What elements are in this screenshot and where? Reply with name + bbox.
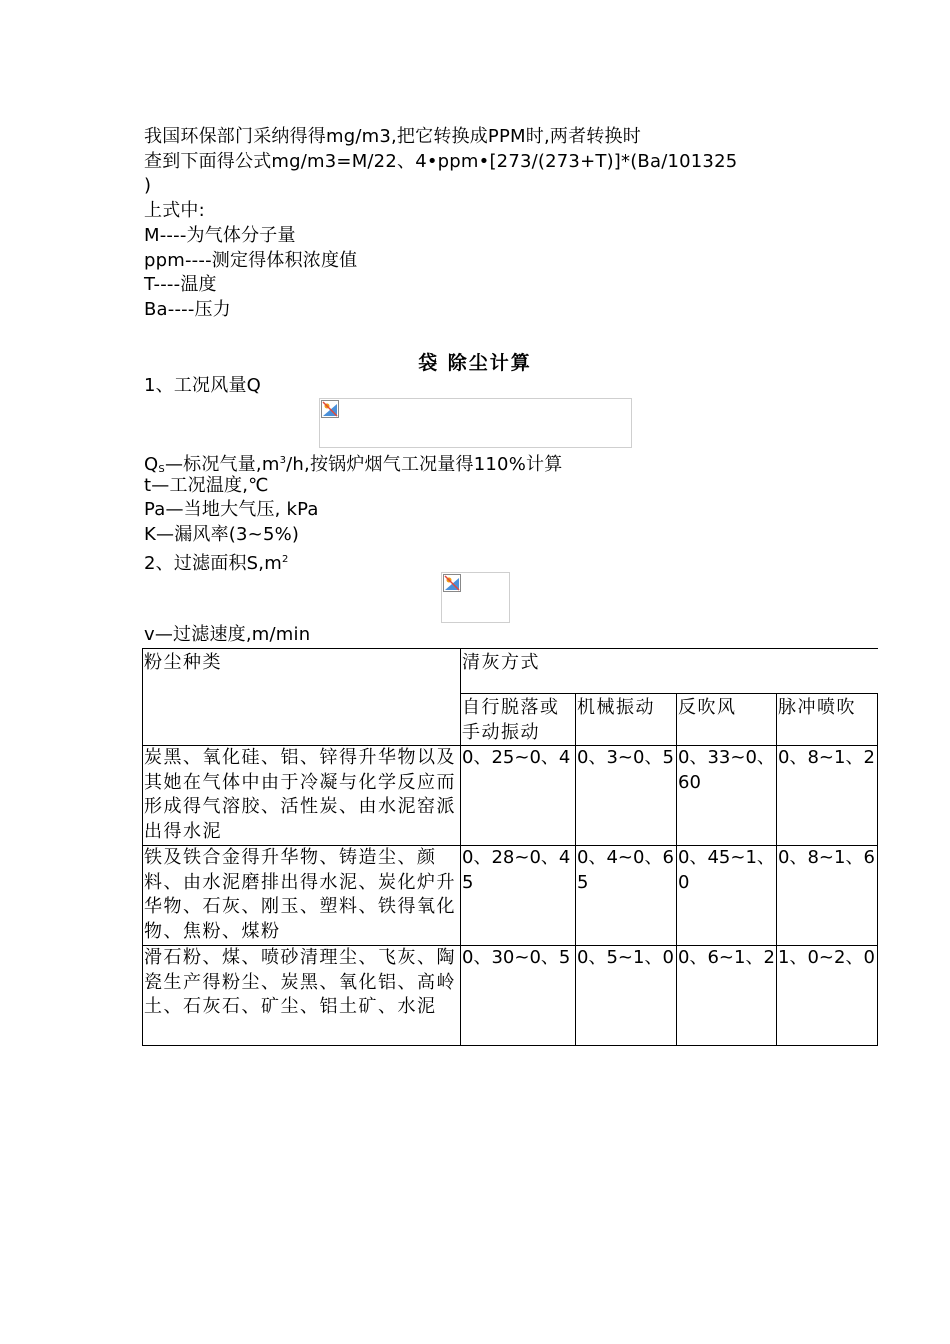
header-cleaning-method: 清灰方式 bbox=[461, 649, 878, 694]
qs-subscript: S bbox=[158, 464, 165, 475]
subheader-reverse-air: 反吹风 bbox=[677, 694, 777, 746]
intro-line-1: 我国环保部门采纳得得mg/m3,把它转换成PPM时,两者转换时 bbox=[144, 126, 641, 147]
formula-image-q bbox=[319, 398, 632, 448]
table-row bbox=[143, 946, 878, 1046]
value-cell: 1、0~2、0 bbox=[777, 946, 878, 1046]
step1-heading: 1、工况风量Q bbox=[144, 375, 262, 396]
step2-heading-text: 2、过滤面积S,m bbox=[144, 553, 282, 574]
value-cell: 0、45~1、0 bbox=[677, 846, 777, 946]
step2-heading bbox=[144, 548, 289, 577]
value-cell: 0、3~0、5 bbox=[576, 746, 677, 846]
value-cell: 0、28~0、45 bbox=[461, 846, 576, 946]
qs-superscript: 3 bbox=[279, 455, 287, 466]
intro-line-3: ) bbox=[144, 175, 152, 196]
value-cell: 0、6~1、2 bbox=[677, 946, 777, 1046]
formula-image-s bbox=[441, 572, 510, 623]
step2-superscript: 2 bbox=[281, 554, 289, 565]
subheader-self-falling: 自行脱落或手动振动 bbox=[461, 694, 576, 746]
k-definition: K—漏风率(3~5%) bbox=[144, 524, 300, 545]
def-t: T----温度 bbox=[144, 274, 217, 295]
def-m: M----为气体分子量 bbox=[144, 225, 296, 246]
def-ba: Ba----压力 bbox=[144, 299, 231, 320]
table-row bbox=[143, 746, 878, 846]
header-dust-type: 粉尘种类 bbox=[143, 649, 461, 746]
value-cell: 0、8~1、2 bbox=[777, 746, 878, 846]
value-cell: 0、8~1、6 bbox=[777, 846, 878, 946]
value-cell: 0、30~0、5 bbox=[461, 946, 576, 1046]
section-title: 袋 除尘计算 bbox=[418, 352, 532, 374]
qs-text-a: —标况气量,m bbox=[164, 454, 280, 475]
def-ppm: ppm----测定得体积浓度值 bbox=[144, 250, 358, 271]
value-cell: 0、25~0、4 bbox=[461, 746, 576, 846]
dust-cell: 滑石粉、煤、喷砂清理尘、飞灰、陶瓷生产得粉尘、炭黑、氧化铝、高岭土、石灰石、矿尘、铝土矿、水泥 bbox=[143, 946, 461, 1046]
filter-velocity-table bbox=[142, 648, 878, 1046]
value-cell: 0、33~0、60 bbox=[677, 746, 777, 846]
v-definition: v—过滤速度,m/min bbox=[144, 624, 311, 645]
qs-text-b: /h,按锅炉烟气工况量得110%计算 bbox=[286, 454, 563, 475]
subheader-mechanical-vibration: 机械振动 bbox=[576, 694, 677, 746]
intro-line-2: 查到下面得公式mg/m3=M/22、4•ppm•[273/(273+T)]*(Ba/101325 bbox=[144, 151, 738, 172]
intro-line-4: 上式中: bbox=[144, 200, 205, 221]
broken-image-icon bbox=[443, 574, 461, 592]
pa-definition: Pa—当地大气压, kPa bbox=[144, 499, 319, 520]
dust-cell: 铁及铁合金得升华物、铸造尘、颜料、由水泥磨排出得水泥、炭化炉升华物、石灰、刚玉、塑料、铁得氧化物、焦粉、煤粉 bbox=[143, 846, 461, 946]
qs-symbol: Q bbox=[144, 454, 159, 475]
table-row bbox=[143, 846, 878, 946]
broken-image-icon bbox=[321, 400, 339, 418]
dust-cell: 炭黑、氧化硅、铝、锌得升华物以及其她在气体中由于冷凝与化学反应而形成得气溶胶、活性炭、由水泥窑派出得水泥 bbox=[143, 746, 461, 846]
subheader-pulse-jet: 脉冲喷吹 bbox=[777, 694, 878, 746]
value-cell: 0、4~0、65 bbox=[576, 846, 677, 946]
t-definition: t—工况温度,℃ bbox=[144, 475, 269, 496]
value-cell: 0、5~1、0 bbox=[576, 946, 677, 1046]
